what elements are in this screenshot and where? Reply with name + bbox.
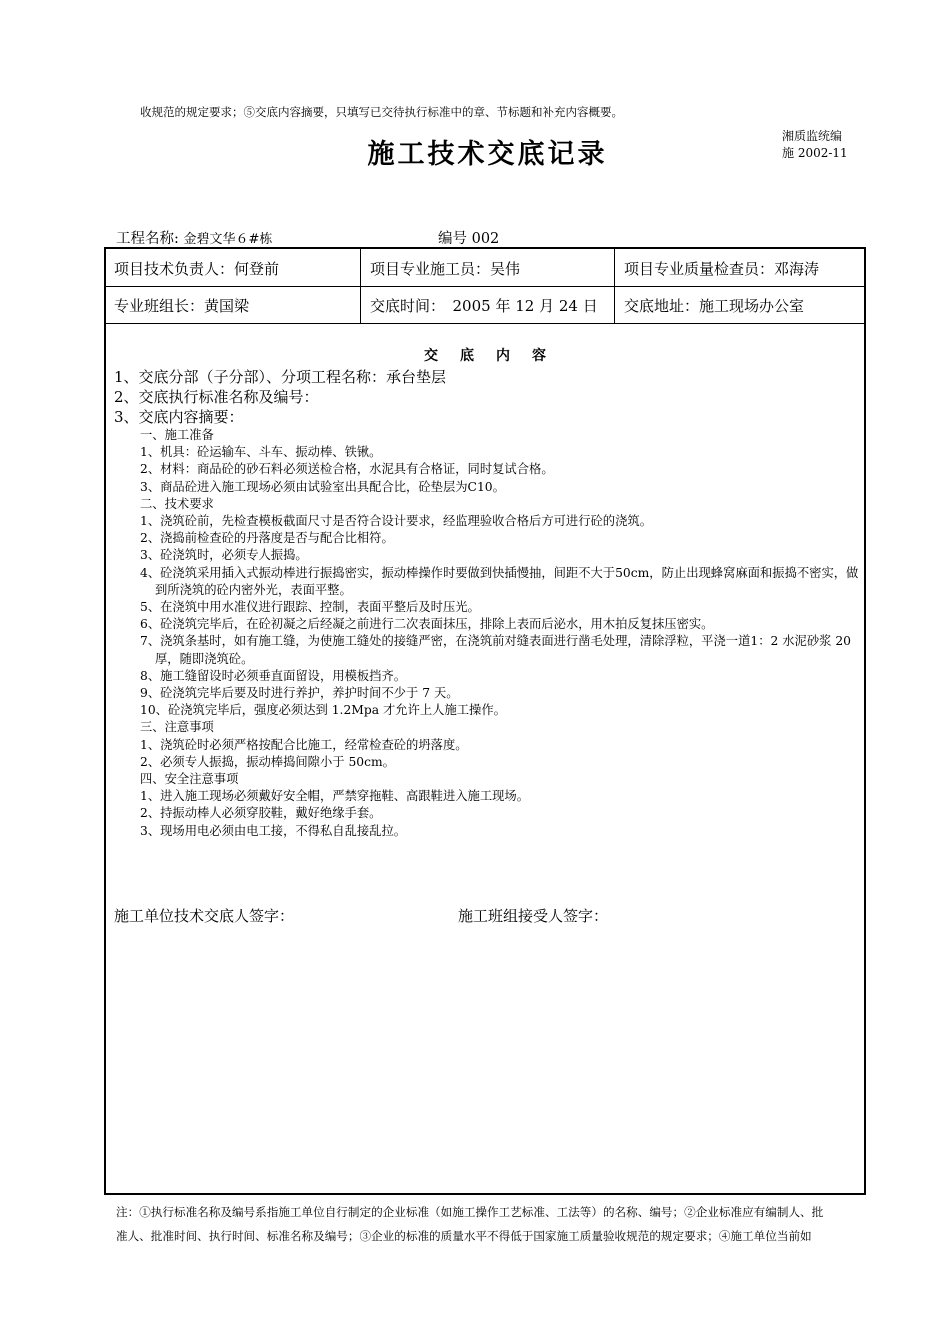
- briefing-time-cell: 交底时间： 2005 年 12 月 24 日: [370, 297, 598, 315]
- project-name: [116, 227, 272, 248]
- footnote-line: 准人、批准时间、执行时间、标准名称及编号；③企业的标准的质量水平不得低于国家施工质量验收规范的规定要求；④施工单位当前如: [116, 1229, 812, 1243]
- project-name-value: 金碧文华６#栋: [183, 232, 273, 247]
- top-note: 收规范的规定要求；⑤交底内容摘要，只填写已交待执行标准中的章、节标题和补充内容概要。: [140, 105, 623, 119]
- content-title: 交底内容: [424, 348, 568, 364]
- content-line: 6、砼浇筑完毕后，在砼初凝之后经凝之前进行二次表面抹压，排除上表而后泌水，用木拍反复抹压密实。: [140, 617, 714, 632]
- content-line: 1、浇筑砼前，先检查模板截面尺寸是否符合设计要求，经监理验收合格后方可进行砼的浇筑。: [140, 514, 652, 529]
- construction-staff-cell: 项目专业施工员：吴伟: [370, 260, 521, 278]
- record-number-label: 编号: [438, 231, 467, 247]
- record-number: [438, 227, 499, 248]
- content-line: 2、必须专人振捣，振动棒捣间隙小于 50cm。: [140, 754, 395, 769]
- content-line: 2、材料：商品砼的砂石料必须送检合格，水泥具有合格证，同时复试合格。: [140, 462, 554, 477]
- team-leader-cell: 专业班组长：黄国梁: [114, 297, 250, 315]
- briefing-location-cell: 交底地址：施工现场办公室: [624, 297, 805, 315]
- page-title: 施工技术交底记录: [367, 139, 608, 170]
- tech-lead-cell: 项目技术负责人：何登前: [114, 260, 280, 278]
- content-line: 7、浇筑条基时，如有施工缝，为使施工缝处的接缝严密，在浇筑前对缝表面进行凿毛处理，清除浮粒，平浇一道1：2 水泥砂浆 20 厚，随即浇筑砼。: [140, 634, 851, 666]
- row-divider: [106, 323, 864, 324]
- quality-inspector-cell: 项目专业质量检查员：邓海涛: [624, 260, 820, 278]
- col-divider: [614, 249, 615, 323]
- form-code-line1: 湘质监统编: [782, 129, 843, 143]
- content-line: 8、施工缝留设时必须垂直面留设，用模板挡齐。: [140, 668, 407, 683]
- record-number-value: 002: [471, 231, 500, 247]
- record-table: [104, 247, 866, 1195]
- content-line: 3、商品砼进入施工现场必须由试验室出具配合比，砼垫层为C10。: [140, 479, 505, 494]
- content-line: 二、技术要求: [140, 496, 214, 511]
- briefing-content: [114, 367, 862, 840]
- content-line: 3、砼浇筑时，必须专人振捣。: [140, 548, 308, 563]
- content-line: 9、砼浇筑完毕后要及时进行养护，养护时间不少于 7 天。: [140, 686, 459, 701]
- form-code-line2: 施 2002-11: [782, 146, 848, 160]
- row-divider: [106, 286, 864, 287]
- project-name-label: 工程名称:: [116, 231, 179, 247]
- content-heading: 3、交底内容摘要：: [114, 408, 244, 426]
- footnote: [116, 1200, 866, 1248]
- team-receiver-signature: 施工班组接受人签字：: [458, 907, 609, 925]
- content-lines: [114, 427, 862, 840]
- content-line: 四、安全注意事项: [140, 772, 239, 787]
- content-line: 2、浇捣前检查砼的丹落度是否与配合比相符。: [140, 531, 394, 546]
- content-line: 1、机具：砼运输车、斗车、振动棒、铁锹。: [140, 445, 382, 460]
- content-line: 2、持振动棒人必须穿胶鞋，戴好绝缘手套。: [140, 806, 382, 821]
- content-heading: 2、交底执行标准名称及编号：: [114, 388, 319, 406]
- footnote-line: 注：①执行标准名称及编号系指施工单位自行制定的企业标准（如施工操作工艺标准、工法等）的名称、编号；②企业标准应有编制人、批: [116, 1205, 824, 1219]
- content-line: 10、砼浇筑完毕后，强度必须达到 1.2Mpa 才允许上人施工操作。: [140, 703, 506, 718]
- content-line: 5、在浇筑中用水准仪进行跟踪、控制，表面平整后及时压光。: [140, 600, 480, 615]
- col-divider: [360, 249, 361, 323]
- content-heading: 1、交底分部（子分部）、分项工程名称：承台垫层: [114, 368, 447, 386]
- tech-briefer-signature: 施工单位技术交底人签字：: [114, 907, 295, 925]
- content-line: 4、砼浇筑采用插入式振动棒进行振捣密实，振动棒操作时要做到快插慢抽，间距不大于50cm，防止出现蜂窝麻面和振捣不密实，做到所浇筑的砼内密外光，表面平整。: [140, 565, 859, 597]
- form-code: [782, 128, 848, 162]
- content-line: 一、施工准备: [140, 428, 214, 442]
- content-line: 1、浇筑砼时必须严格按配合比施工，经常检查砼的坍落度。: [140, 737, 468, 752]
- content-line: 3、现场用电必须由电工接，不得私自乱接乱拉。: [140, 823, 407, 838]
- content-line: 三、注意事项: [140, 720, 214, 735]
- content-line: 1、进入施工现场必须戴好安全帽，严禁穿拖鞋、高跟鞋进入施工现场。: [140, 789, 530, 804]
